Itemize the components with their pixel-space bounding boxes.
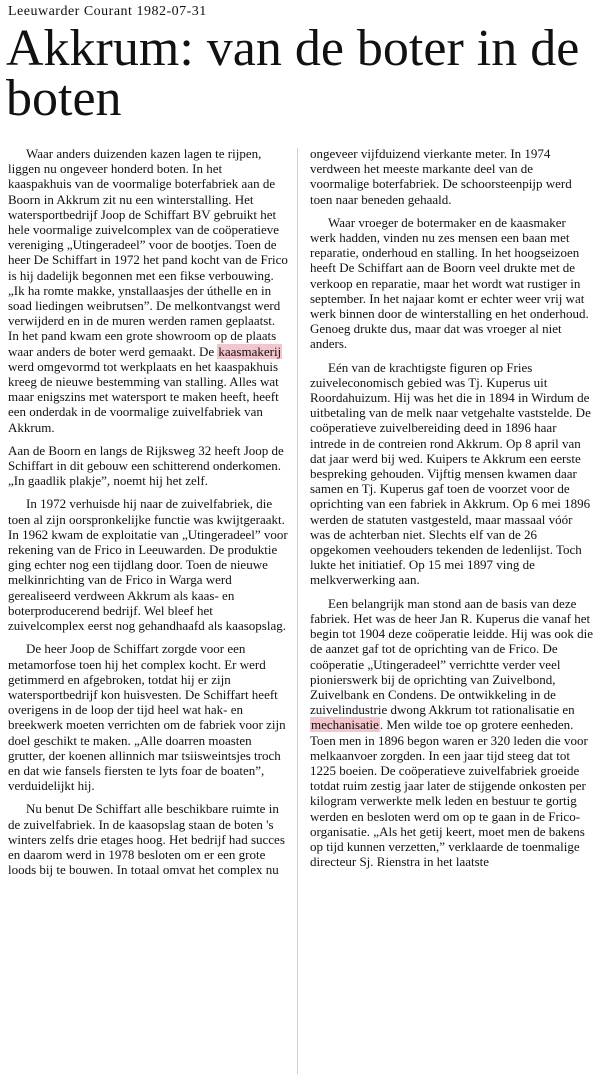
headline: Akkrum: van de boter in de boten bbox=[6, 20, 580, 127]
paragraph: Eén van de krachtigste figuren op Fries zuiveleconomisch gebied was Tj. Kuperus uit Roordahuizum. Hij was het die in 1894 in Wirdum de uitbetaling van de melk naar vetgehalte vaststelde. De coöperatieve zuivelbereiding deed in 1896 haar intrede in de contreien rond Akkrum. Op 8 april van dat jaar werd bij wed. Kuipers te Akkrum een eerste bespreking gehouden. Vijftig mensen kwamen daar samen en Tj. Kuperus gaf toen de voorzet voor de oprichting van een fabriek in Akkrum. Op 6 mei 1896 werden de statuten vastgesteld, maar massaal vóór was de achterban niet. Slechts elf van de 26 opgekomen veehouders tekenden de ledenlijst. Toch lukte het initiatief. Op 15 mei 1897 ving de melkverwerking aan. bbox=[310, 359, 591, 588]
paragraph bbox=[8, 146, 288, 435]
paragraph: Waar vroeger de botermaker en de kaasmaker werk hadden, vinden nu zes mensen een baan met reparatie, onderhoud en stalling. In het hoogseizoen heeft De Schiffart aan de Boorn veel drukte met de verkoop en reparatie, maar het wordt wat rustiger in september. In het najaar komt er echter weer vrij wat werk binnen door de winterstalling en het onderhoud. Genoeg drukte dus, maar dat was vroeger al niet anders. bbox=[310, 214, 589, 352]
paragraph-text: Waar anders duizenden kazen lagen te rijpen, liggen nu ongeveer honderd boten. In het kaaspakhuis van de voormalige boterfabriek aan de Boorn in Akkrum zit nu een winterstalling. Het watersportbedrijf Joop de Schiffart BV gebruikt het hele voormalige zuivelcomplex van de coöperatieve vereniging „Utingeradeel” voor de bootjes. Toen de heer De Schiffart in 1972 het pand kocht van de Frico is hij dadelijk begonnen met een fikse verbouwing. „Ik ha romte makke, ynstallaasjes der úthelle en in soad liedingen weibrutsen”. De melkontvangst werd verwijderd en in de muren werden ramen geplaatst. In het pand kwam een grote showroom op de plaats waar anders de boter werd gemaakt. De bbox=[8, 146, 288, 359]
paragraph: ongeveer vijfduizend vierkante meter. In 1974 verdween het meeste markante deel van de voormalige boterfabriek. De schoorsteenpijp werd toen naar beneden gehaald. bbox=[310, 146, 572, 207]
column-divider bbox=[297, 148, 298, 1074]
source-line: Leeuwarder Courant 1982-07-31 bbox=[8, 4, 207, 19]
paragraph-text: werd omgevormd tot werkplaats en het kaaspakhuis kreeg de nieuwe bestemming van stalling. Alles wat maar enigszins met watersport te maken heeft, heeft een onderdak in de voormalige zuivelfabriek van Akkrum. bbox=[8, 358, 279, 435]
highlighted-term: mechanisatie bbox=[311, 717, 379, 733]
paragraph bbox=[310, 596, 594, 870]
right-column bbox=[310, 146, 594, 877]
paragraph-text: . Men wilde toe op grotere eenheden. Toen men in 1896 begon waren er 320 leden die voor melkaanvoer zorgden. In een jaar tijd steeg dat tot 1225 boeien. De coöperatieve zuivelfabriek groeide totdat ruim zestig jaar later de stijgende onkosten per kilogram verwerkte melk leden en bestuur te gortig werden en besloten werd om op te gaan in de Frico-organisatie. „Als het getij keert, moet men de bakens op tijd kunnen verzetten,” verklaarde de toenmalige directeur Sj. Rienstra in het laatste bbox=[310, 717, 588, 870]
paragraph: De heer Joop de Schiffart zorgde voor een metamorfose toen hij het complex kocht. Er werd getimmerd en afgebroken, totdat hij er zijn watersportbedrijf kon huisvesten. De Schiffart heeft overigens in de loop der tijd heel wat hak- en breekwerk moeten verrichten om de fabriek voor zijn doel geschikt te maken. „Alle doarren moasten grutter, der koenen allinnich mar tsiisweintsjes troch en dat wie fansels fiersten te lyts foar de boaten”, verduidelijkt hij. bbox=[8, 641, 286, 794]
paragraph: Nu benut De Schiffart alle beschikbare ruimte in de zuivelfabriek. In de kaasopslag staan de boten 's winters zelfs drie etages hoog. Het bedrijf had succes en daarom werd in 1978 besloten om er een grote loods bij te bouwen. In totaal omvat het complex nu bbox=[8, 801, 285, 878]
paragraph: In 1972 verhuisde hij naar de zuivelfabriek, die toen al zijn oorspronkelijke functie was kwijtgeraakt. In 1962 kwam de exploitatie van „Utingeradeel” voor rekening van de Frico in Leeuwarden. De produktie ging echter nog een tijdlang door. Toen de nieuwe melkinrichting van de Frico in Warga werd gerealiseerd verdween Akkrum als kaas- en boterproducerend bedrijf. Wel bleef het zuivelcomplex eerst nog gehandhaafd als kaasopslag. bbox=[8, 496, 288, 634]
paragraph: Aan de Boorn en langs de Rijksweg 32 heeft Joop de Schiffart in dit gebouw een schitterend onderkomen. „In gaadlik plakje”, noemt hij het zelf. bbox=[8, 442, 284, 489]
highlighted-term: kaasmakerij bbox=[218, 343, 282, 359]
paragraph-text: Een belangrijk man stond aan de basis van deze fabriek. Het was de heer Jan R. Kuperus die vanaf het begin tot 1904 deze coöperatie leidde. Hij was ook die de aanzet gaf tot de oprichting van de Frico. De coöperatie „Utingeradeel” verrichtte verder veel pionierswerk bij de oprichting van Zuivelbond, Zuivelbank en Condens. De ontwikkeling in de zuivelindustrie dwong Akkrum tot rationalisatie en bbox=[310, 595, 594, 718]
left-column bbox=[8, 146, 288, 885]
